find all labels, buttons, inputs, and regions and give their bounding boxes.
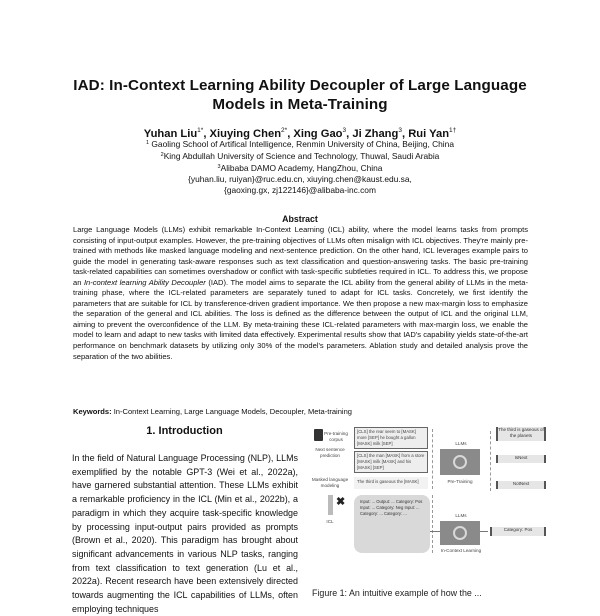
author-mark: 1* <box>197 127 204 134</box>
author-mark: 3 <box>398 127 402 134</box>
output-box-3: NotNext <box>496 481 546 489</box>
corpus-label: Pre-training corpus <box>324 431 348 442</box>
abstract-model-name: In-context learning Ability Decoupler <box>83 277 206 287</box>
cross-icon: ✖ <box>336 496 346 508</box>
affiliations <box>60 138 540 196</box>
connector <box>490 431 491 491</box>
masked-lm-label: Masked language modeling <box>311 477 349 488</box>
output-box-4: Category: Pos <box>490 527 546 536</box>
openai-logo-icon <box>453 526 467 540</box>
affiliation-3 <box>60 162 540 174</box>
icl-bottom-label: In-Context Learning <box>440 548 482 553</box>
author-mark: 2* <box>281 127 288 134</box>
output-box-2: IsNext <box>496 455 546 463</box>
keywords <box>73 407 528 416</box>
abstract-text-1: Large Language Models (LLMs) exhibit remarkable In-Context Learning (ICL) ability, where the model learns tasks from prompts consisting of input-output examples. However, the pre-training objectives of LLMs often misalign with ICL objectives. They're mainly pre-trained with methods like masked language modeling and next-sentence prediction. On the other hand, ICL leverages example pairs to guide the model in generating task-aware responses such as text classification and question-answering tasks. The basic pre-training task-related capabilities can sometimes overshadow or conflict with task-specific subtleties required in ICL. To address this, we propose an <box>73 225 528 287</box>
affiliation-2 <box>60 150 540 162</box>
paper-title <box>40 76 560 114</box>
keywords-text: In-Context Learning, Large Language Models, Decoupler, Meta-training <box>111 407 352 416</box>
llms-bottom-label: LLMs <box>455 513 467 518</box>
pretraining-label: Pre-Training <box>447 479 473 484</box>
llm-icl-block <box>440 521 480 545</box>
icl-label: ICL <box>326 519 334 524</box>
keywords-label: Keywords: <box>73 407 112 416</box>
abstract-body <box>73 225 528 362</box>
connector <box>432 495 433 553</box>
openai-logo-icon <box>453 455 467 469</box>
llms-top-label: LLMs <box>455 441 467 446</box>
connector-line <box>480 531 488 532</box>
abstract-heading: Abstract <box>282 214 318 224</box>
author-name: Rui Yan <box>408 128 450 140</box>
figure-caption: Figure 1: An intuitive example of how the ... <box>312 588 482 598</box>
mlm-input-box: [CLS] the man [MASK] from a store [MASK] milk [MASK] and his [MASK] [SEP] <box>354 451 428 473</box>
affiliation-mark: 2 <box>160 152 164 159</box>
emails-line-1: {yuhan.liu, ruiyan}@ruc.edu.cn, xiuying.chen@kaust.edu.sa, <box>188 174 412 185</box>
icl-query-box: The third is gaseous the [MASK] <box>354 477 428 489</box>
nsp-input-box: [CLS] the rear seem to [MASK] more [SEP] he bought a gallon [MASK] milk [SEP] <box>354 427 428 449</box>
abstract-text-2: (IAD). The model aims to separate the ICL ability from the general ability of LLMs in the meta-training phase, where the ICL-related parameters are separately tuned to adapt for ICL tasks. Concretely, we first identify the parameters that are suitable for ICL by transference-driven gradient importance. We then propose a new max-margin loss to emphasize the separation of the general and ICL abilities. The loss is defined as the difference between the output of ICL and the original LLM, aiming to prevent the overconfidence of the LLM. By meta-training these ICL-related parameters with max-margin loss, we enable the model to learn and adapt to new tasks with limited data effectively. Experimental results show that IAD's capability yields state-of-the-art performance on benchmark datasets by utilizing only 30% of the model's parameters. Ablation study and detailed analysis prove the separation of the two abilities. <box>73 277 528 361</box>
author-list: Yuhan Liu$^{1*}$, Xiuying Chen$^{2*}$, Xing Gao$^3$, Ji Zhang$^3$, Rui Yan$^{1\dagger}$ <box>143 127 457 140</box>
bidirectional-arrow-icon <box>328 495 333 515</box>
author-name: Xiuying Chen <box>209 128 282 140</box>
affiliation-mark: 1 <box>146 140 150 146</box>
connector-line <box>430 531 440 532</box>
connector <box>432 429 433 489</box>
affiliation-text: Gaoling School of Artifical Intelligence, Renmin University of China, Beijing, China <box>151 139 454 149</box>
output-box-1: The third is gaseous of the planets <box>496 427 546 441</box>
affiliation-text: King Abdullah University of Science and Technology, Thuwal, Saudi Arabia <box>163 151 440 162</box>
introduction-body: In the field of Natural Language Processing (NLP), LLMs exemplified by the notable GPT-3 (Wei et al., 2022a), have garnered substantial attention. These LLMs exhibit a remarkable proficiency in the ICL (Min et al., 2022b), a paradigm in which they acquire task-specific knowledge by processing input-output pairs provided as prompts (Brown et al., 2020). This paradigm has brought about significant advancements in various NLP tasks, ranging from text classification to text generation (Lu et al., 2022a). Recent research have been extensively directed towards augmenting the ICL capabilities of LLMs, often employing techniques <box>72 453 298 614</box>
figure-1 <box>310 425 550 575</box>
affiliation-mark: 3 <box>217 164 221 171</box>
section-heading-introduction: 1. Introduction <box>146 425 223 437</box>
affiliation-text: Alibaba DAMO Academy, HangZhou, China <box>220 163 383 174</box>
llm-pretraining-block <box>440 449 480 475</box>
author-mark: 1† <box>449 127 457 134</box>
author-name: Ji Zhang <box>352 128 399 140</box>
next-sentence-label: Next sentence prediction <box>315 447 345 458</box>
author-name: Xing Gao <box>293 128 343 140</box>
title-line-2: Models in Meta-Training <box>212 96 388 113</box>
emails-line-2: {gaoxing.gx, zj122146}@alibaba-inc.com <box>224 185 376 196</box>
corpus-document-icon <box>314 429 323 441</box>
affiliation-1 <box>60 138 540 150</box>
icl-prompt-bubble: Input: ... Output: ... Category: Pos Input: ... Category: Neg Input: ... Category: ... Category: ... <box>354 495 430 553</box>
author-mark: 3 <box>342 127 347 134</box>
title-line-1: IAD: In-Context Learning Ability Decoupler of Large Language <box>73 77 527 94</box>
author-name: Yuhan Liu <box>143 128 198 140</box>
